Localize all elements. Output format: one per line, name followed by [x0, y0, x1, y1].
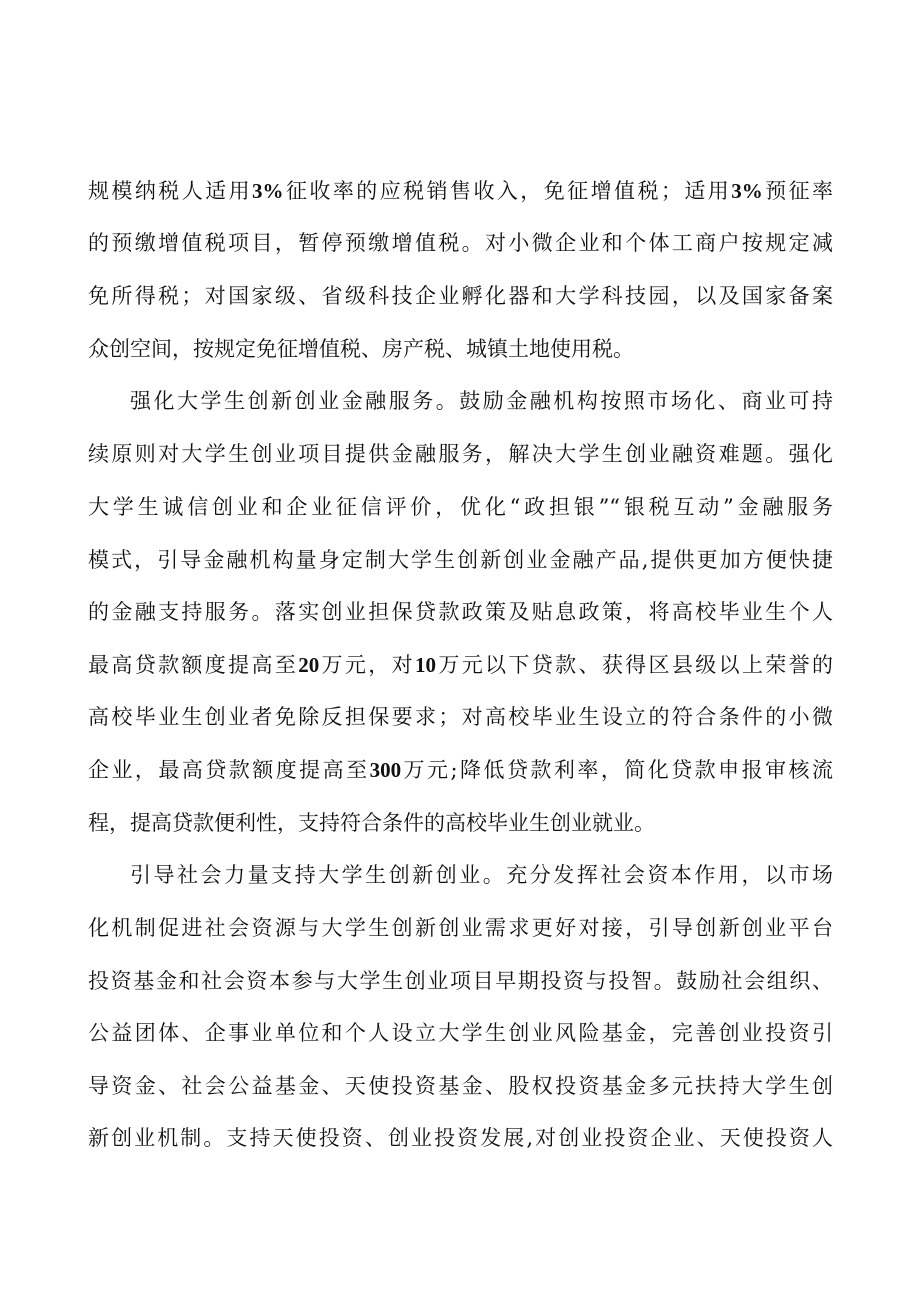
paragraph-2-line-7: 高校毕业生创业者免除反担保要求；对高校毕业生设立的符合条件的小微	[88, 705, 833, 729]
paragraph-3-line-3: 投资基金和社会资本参与大学生创业项目早期投资与投智。鼓励社会组织、	[88, 969, 833, 993]
paragraph-1-line-3: 免所得税；对国家级、省级科技企业孵化器和大学科技园，以及国家备案	[88, 284, 833, 308]
paragraph-1-line-4: 众创空间，按规定免征增值税、房产税、城镇土地使用税。	[88, 337, 634, 361]
paragraph-1-line-1: 规模纳税人适用3%征收率的应税销售收入，免征增值税；适用3%预征率	[88, 179, 834, 203]
number-text: 3%	[252, 179, 284, 203]
number-text: 10	[414, 653, 436, 677]
document-body	[88, 0, 833, 1301]
paragraph-1-line-2: 的预缴增值税项目，暂停预缴增值税。对小微企业和个体工商户按规定减	[88, 231, 833, 255]
number-text: 3%	[731, 179, 763, 203]
paragraph-2-line-3: 大学生诚信创业和企业征信评价，优化“政担银”“银税互动”金融服务	[88, 495, 833, 519]
paragraph-3-line-6: 新创业机制。支持天使投资、创业投资发展,对创业投资企业、天使投资人	[88, 1126, 833, 1150]
paragraph-3-line-1: 引导社会力量支持大学生创新创业。充分发挥社会资本作用，以市场	[130, 863, 833, 887]
paragraph-3-line-2: 化机制促进社会资源与大学生创新创业需求更好对接，引导创新创业平台	[88, 916, 833, 940]
paragraph-2-line-6: 最高贷款额度提高至20万元，对10万元以下贷款、获得区县级以上荣誉的	[88, 653, 834, 677]
paragraph-2-line-1: 强化大学生创新创业金融服务。鼓励金融机构按照市场化、商业可持	[130, 389, 833, 413]
paragraph-3-line-4: 公益团体、企事业单位和个人设立大学生创业风险基金，完善创业投资引	[88, 1021, 833, 1045]
number-text: 20	[298, 653, 320, 677]
paragraph-2-line-9: 程，提高贷款便利性，支持符合条件的高校毕业生创业就业。	[88, 811, 655, 835]
paragraph-2-line-4: 模式，引导金融机构量身定制大学生创新创业金融产品,提供更加方便快捷	[88, 548, 833, 572]
paragraph-2-line-8: 企业，最高贷款额度提高至300万元;降低贷款利率，简化贷款申报审核流	[88, 758, 834, 782]
paragraph-2-line-2: 续原则对大学生创业项目提供金融服务，解决大学生创业融资难题。强化	[88, 442, 833, 466]
paragraph-2-line-5: 的金融支持服务。落实创业担保贷款政策及贴息政策，将高校毕业生个人	[88, 600, 833, 624]
paragraph-3-line-5: 导资金、社会公益基金、天使投资基金、股权投资基金多元扶持大学生创	[88, 1074, 833, 1098]
number-text: 300	[369, 758, 402, 782]
